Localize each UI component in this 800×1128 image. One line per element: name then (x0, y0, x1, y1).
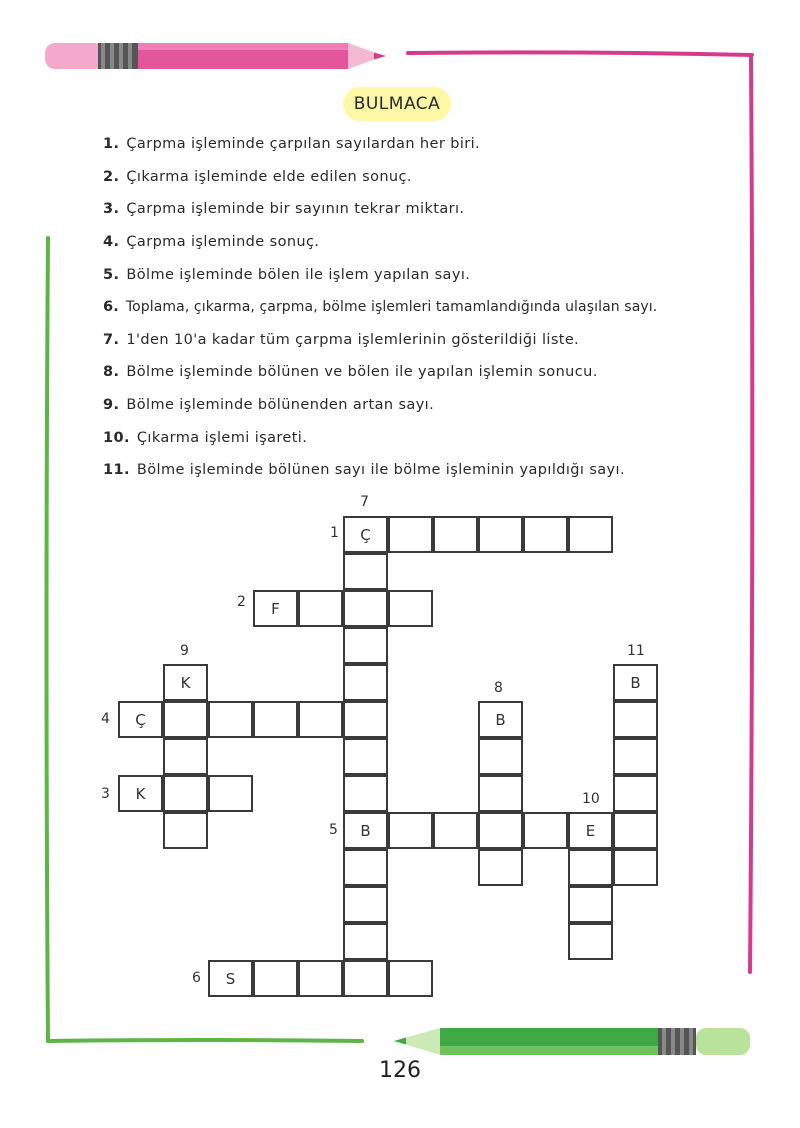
crossword-cell[interactable] (388, 590, 433, 627)
clue-number: 3. (103, 201, 120, 218)
clue-text: Bölme işleminde bölen ile işlem yapılan sayı. (126, 266, 471, 283)
crossword-clue-label: 11 (627, 643, 645, 659)
crossword-cell[interactable] (568, 923, 613, 960)
crossword-clue-label: 10 (582, 791, 600, 807)
crossword-cell-given-letter[interactable]: B (613, 664, 658, 701)
crossword-cell[interactable] (388, 516, 433, 553)
crossword-cell[interactable] (298, 960, 343, 997)
pink-frame-right (750, 58, 752, 972)
crossword-cell-given-letter[interactable]: B (343, 812, 388, 849)
crossword-clue-label: 7 (360, 494, 369, 510)
crossword-cell[interactable] (253, 701, 298, 738)
crossword-cell-given-letter[interactable]: E (568, 812, 613, 849)
crossword-cell[interactable] (163, 738, 208, 775)
page-number: 126 (379, 1058, 421, 1083)
clue-item (103, 128, 743, 161)
crossword-cell[interactable] (343, 849, 388, 886)
crossword-cell-given-letter[interactable]: B (478, 701, 523, 738)
crossword-cell[interactable] (613, 775, 658, 812)
crossword-clue-label: 8 (494, 680, 503, 696)
crossword-clue-label: 1 (330, 525, 339, 541)
crossword-clue-label: 9 (180, 643, 189, 659)
crossword-clue-label: 3 (101, 786, 110, 802)
clue-text: Bölme işleminde bölünen sayı ile bölme işleminin yapıldığı sayı. (136, 462, 625, 479)
crossword-cell[interactable] (568, 516, 613, 553)
clue-number: 4. (103, 234, 120, 251)
crossword-cell[interactable] (388, 812, 433, 849)
crossword-cell[interactable] (298, 701, 343, 738)
crossword-cell[interactable] (253, 960, 298, 997)
crossword-cell[interactable] (568, 849, 613, 886)
clue-number: 2. (103, 168, 120, 185)
clue-text: 1'den 10'a kadar tüm çarpma işlemlerinin gösterildiği liste. (126, 331, 580, 348)
clue-item (103, 421, 743, 454)
clue-item (103, 161, 743, 194)
crossword-cell[interactable] (298, 590, 343, 627)
crossword-cell[interactable] (478, 516, 523, 553)
pink-frame-top (408, 52, 752, 55)
page-title: BULMACA (353, 94, 441, 114)
clue-number: 5. (103, 266, 120, 283)
clue-item (103, 324, 743, 357)
clue-text: Çarpma işleminde çarpılan sayılardan her biri. (126, 136, 481, 153)
clue-number: 11. (103, 462, 130, 479)
clue-item (103, 193, 743, 226)
clue-text: Toplama, çıkarma, çarpma, bölme işlemleri tamamlandığında ulaşılan sayı. (125, 299, 658, 316)
clue-text: Bölme işleminde bölünen ve bölen ile yapılan işlemin sonucu. (126, 364, 598, 381)
clue-text: Çıkarma işlemi işareti. (136, 429, 308, 446)
crossword-cell[interactable] (343, 664, 388, 701)
crossword-cell-given-letter[interactable]: K (118, 775, 163, 812)
crossword-cell-given-letter[interactable]: Ç (343, 516, 388, 553)
clue-item (103, 291, 743, 324)
crossword-cell[interactable] (343, 886, 388, 923)
crossword-cell[interactable] (478, 775, 523, 812)
clue-number: 6. (103, 299, 119, 316)
green-pencil-icon (394, 1028, 750, 1055)
clue-item (103, 356, 743, 389)
clue-text: Çarpma işleminde sonuç. (126, 234, 320, 251)
crossword-cell[interactable] (613, 738, 658, 775)
crossword-cell-given-letter[interactable]: K (163, 664, 208, 701)
crossword-cell[interactable] (433, 516, 478, 553)
clue-item (103, 454, 743, 487)
crossword-cell[interactable] (568, 886, 613, 923)
clue-number: 8. (103, 364, 120, 381)
crossword-cell[interactable] (523, 516, 568, 553)
crossword-clue-label: 2 (237, 594, 246, 610)
crossword-cell[interactable] (613, 849, 658, 886)
crossword-cell[interactable] (343, 960, 388, 997)
crossword-cell[interactable] (478, 849, 523, 886)
crossword-cell[interactable] (343, 590, 388, 627)
crossword-clue-label: 6 (192, 970, 201, 986)
clue-item (103, 226, 743, 259)
crossword-cell[interactable] (163, 775, 208, 812)
crossword-cell-given-letter[interactable]: F (253, 590, 298, 627)
crossword-clue-label: 4 (101, 711, 110, 727)
clue-item (103, 389, 743, 422)
crossword-cell[interactable] (613, 812, 658, 849)
crossword-cell[interactable] (388, 960, 433, 997)
crossword-cell[interactable] (343, 553, 388, 590)
clue-text: Çarpma işleminde bir sayının tekrar miktarı. (126, 201, 465, 218)
crossword-cell-given-letter[interactable]: Ç (118, 701, 163, 738)
clue-number: 9. (103, 397, 120, 414)
crossword-cell[interactable] (163, 701, 208, 738)
crossword-cell[interactable] (433, 812, 478, 849)
clue-number: 7. (103, 331, 120, 348)
crossword-cell[interactable] (208, 701, 253, 738)
clue-list (103, 128, 743, 487)
crossword-cell[interactable] (523, 812, 568, 849)
crossword-cell[interactable] (208, 775, 253, 812)
green-frame-bottom (48, 1040, 362, 1041)
crossword-cell[interactable] (343, 923, 388, 960)
clue-item (103, 258, 743, 291)
crossword-cell[interactable] (163, 812, 208, 849)
crossword-cell[interactable] (343, 775, 388, 812)
crossword-cell[interactable] (478, 812, 523, 849)
clue-number: 1. (103, 136, 120, 153)
crossword-cell[interactable] (478, 738, 523, 775)
crossword-cell[interactable] (613, 701, 658, 738)
crossword-cell-given-letter[interactable]: S (208, 960, 253, 997)
clue-text: Bölme işleminde bölünenden artan sayı. (126, 397, 435, 414)
clue-text: Çıkarma işleminde elde edilen sonuç. (126, 168, 412, 185)
crossword-cell[interactable] (343, 738, 388, 775)
crossword-clue-label: 5 (329, 822, 338, 838)
crossword-cell[interactable] (343, 701, 388, 738)
title-highlight (343, 87, 451, 121)
green-frame-left (47, 238, 49, 1041)
clue-number: 10. (103, 429, 130, 446)
crossword-cell[interactable] (343, 627, 388, 664)
pink-pencil-icon (45, 43, 386, 69)
